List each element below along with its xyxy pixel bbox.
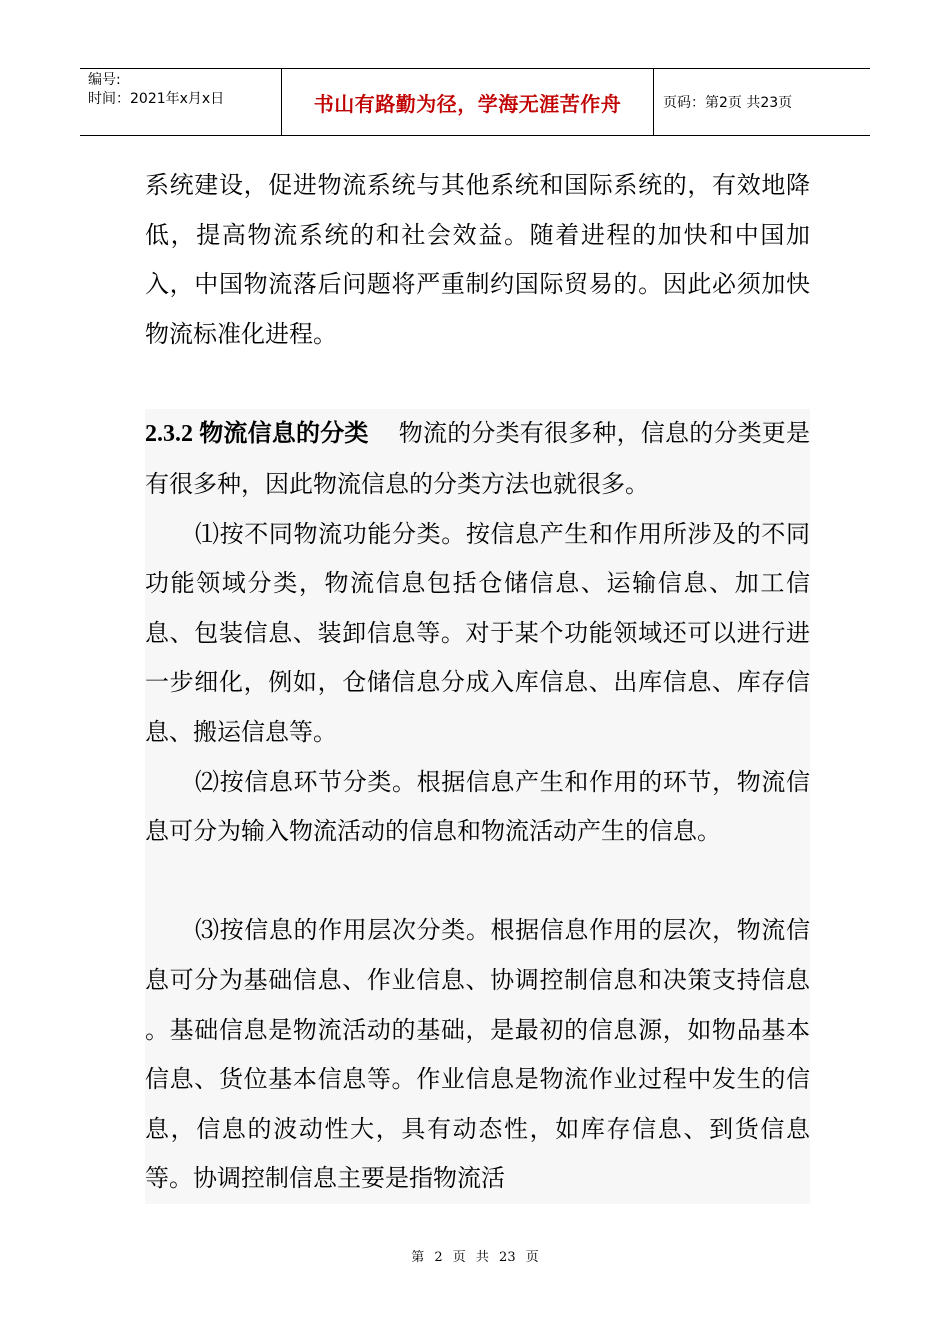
document-header: [80, 68, 870, 136]
header-page-cell: [654, 69, 870, 135]
date-label: 时间：2021年x月x日: [88, 91, 225, 107]
item1-paragraph: ⑴按不同物流功能分类。按信息产生和作用所涉及的不同功能领域分类，物流信息包括仓储信息、运输信息、加工信息、包装信息、装卸信息等。对于某个功能领域还可以进行进一步细化，例如，仓储信息分成入库信息、出库信息、库存信息、搬运信息等。: [145, 510, 810, 758]
motto-text: 书山有路勤为径，学海无涯苦作舟: [313, 91, 622, 116]
serial-number-label: 编号:: [88, 72, 121, 88]
document-body: [145, 161, 810, 1204]
item3-paragraph: ⑶按信息的作用层次分类。根据信息作用的层次，物流信息可分为基础信息、作业信息、协调控制信息和决策支持信息 。基础信息是物流活动的基础，是最初的信息源，如物品基本信息、货位基本信息等。作业信息是物流作业过程中发生的信息，信息的波动性大，具有动态性，如库存信息、到货信息等。协调控制信息主要是指物流活: [145, 906, 810, 1204]
header-meta-cell: [80, 69, 282, 135]
page-footer: 第 2 页 共 23 页: [411, 1250, 539, 1265]
section-paragraph: [145, 409, 810, 509]
blank-line: [145, 857, 810, 907]
section-heading: 2.3.2 物流信息的分类: [145, 421, 369, 448]
header-motto-cell: [282, 69, 654, 135]
intro-paragraph: 系统建设，促进物流系统与其他系统和国际系统的，有效地降低，提高物流系统的和社会效益。随着进程的加快和中国加入，中国物流落后问题将严重制约国际贸易的。因此必须加快物流标准化进程。: [145, 171, 810, 348]
header-page-label: 页码：第2页 共23页: [663, 95, 793, 111]
paragraph-spacer: [145, 359, 810, 409]
item2-paragraph: ⑵按信息环节分类。根据信息产生和作用的环节，物流信息可分为输入物流活动的信息和物流活动产生的信息。: [145, 758, 810, 857]
section-intro-text: 物流的分类有很多种，信息的分类更是有很多种，因此物流信息的分类方法也就很多。: [145, 419, 811, 498]
